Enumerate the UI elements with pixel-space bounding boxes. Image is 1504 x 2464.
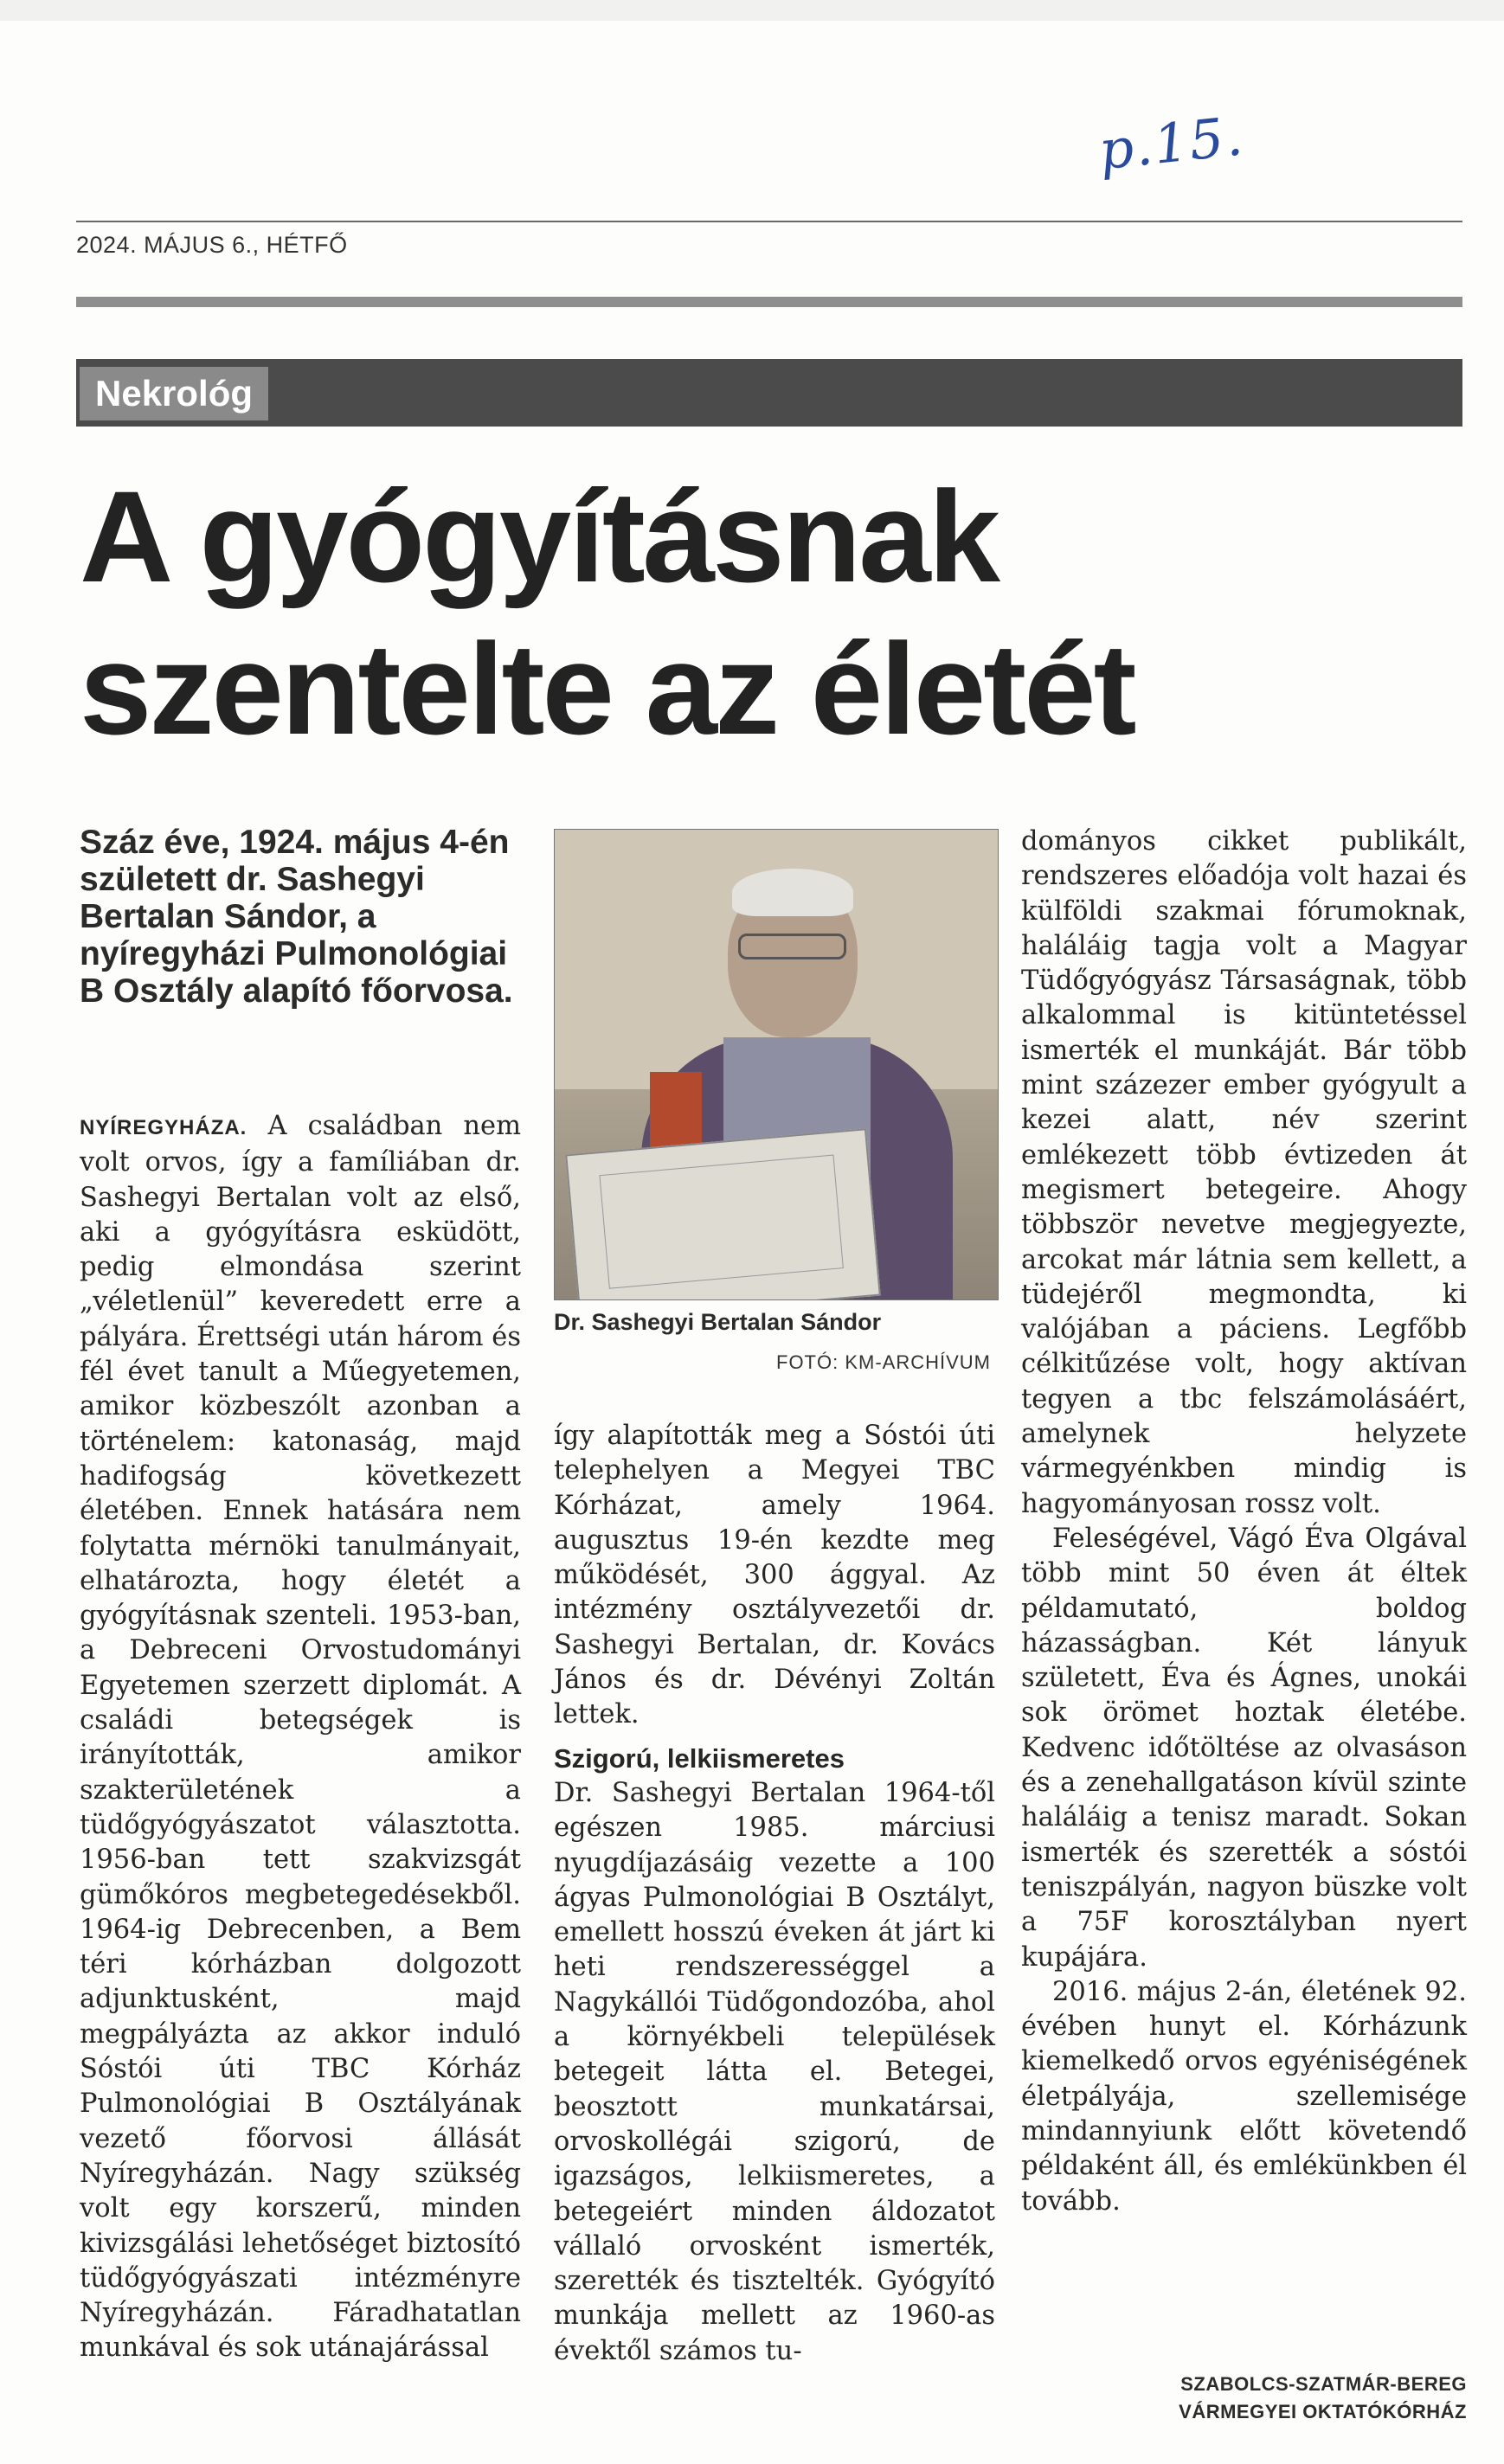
paragraph: 2016. május 2-án, életének 92. évében hunyt el. Kórházunk kiemelkedő orvos egyéniségének életpályája, szellemisége mindannyiunk előtt követendő példaként áll, és emlékünkben él tovább.: [1021, 1976, 1467, 2217]
section-band: [76, 359, 1462, 427]
paragraph: Feleségével, Vágó Éva Olgával több mint 50 éven át éltek példamutató, boldog házasságban. Két lányuk született, Éva és Ágnes, unokái sok örömet hoztak életébe. Kedvenc időtöltése az olvasáson és a zenehallgatáson kívül szinte haláláig a tenisz maradt. Sokan ismerték és szerették a sóstói teniszpályán, nagyon büszke volt a 75F korosztályban nyert kupájára.: [1021, 1523, 1467, 1973]
paragraph: [80, 1109, 521, 2366]
signature-line-1: SZABOLCS-SZATMÁR-BEREG: [1180, 2373, 1467, 2395]
signature-line-2: VÁRMEGYEI OKTATÓKÓRHÁZ: [1179, 2401, 1467, 2422]
divider: [76, 221, 1462, 222]
article-column-2: [554, 1419, 995, 2369]
photo-credit: FOTÓ: KM-ARCHÍVUM: [776, 1351, 991, 1373]
article-column-1: [80, 1109, 521, 2366]
glasses: [738, 934, 846, 959]
divider: [76, 297, 1462, 307]
lead-paragraph: Száz éve, 1924. május 4-én született dr. Sashegyi Bertalan Sándor, a nyíregyházi Pulmonológiai B Osztály alapító főorvosa.: [80, 824, 513, 1010]
paragraph-text: A családban nem volt orvos, így a famíliában dr. Sashegyi Bertalan volt az első, aki a gyógyításra esküdött, pedig elmondása szerint „véletlenül” keveredett erre a pályára. Érettségi után három és fél évet tanult a Műegyetemen, amikor közbeszólt azonban a történelem: katonaság, majd hadifogság következett életében. Ennek hatására nem folytatta mérnöki tanulmányait, elhatározta, hogy életét a gyógyításnak szenteli. 1953-ban, a Debreceni Orvostudományi Egyetemen szerzett diplomát. A családi betegségek is irányították, amikor szakterületének a tüdőgyógyászatot választotta. 1956-ban tett szakvizsgát gümőkóros megbetegedésekből. 1964-ig Debrecenben, a Bem téri kórházban dolgozott adjunktusként, majd megpályázta az akkor induló Sóstói úti TBC Kórház Pulmonológiai B Osztályának vezető főorvosi állását Nyíregyházán. Nagy szükség volt egy korszerű, minden kivizsgálási lehetőséget biztosító tüdőgyógyászati intézményre Nyíregyházán. Fáradhatatlan munkával és sok utánajárással: [80, 1111, 521, 2364]
diploma-document: [565, 1128, 881, 1300]
portrait-photo: [554, 829, 999, 1300]
scan-edge: [0, 0, 1504, 21]
photo-caption: Dr. Sashegyi Bertalan Sándor: [554, 1309, 882, 1335]
article-column-3: [1021, 825, 1467, 2219]
dateline: 2024. MÁJUS 6., HÉTFŐ: [76, 232, 348, 258]
headline: A gyógyításnak szentelte az életét: [80, 464, 1134, 761]
paragraph: Dr. Sashegyi Bertalan 1964-től egészen 1985. márciusi nyugdíjazásáig vezette a 100 ágyas Pulmonológiai B Osztályt, emellett hosszú éveken át járt ki heti rendszerességgel a Nagykállói Tüdőgondozóba, ahol a környékbeli települések betegeit látta el. Betegei, beosztott munkatársai, orvoskollégái szigorú, de igazságos, lelkiismeretes, a betegeiért minden áldozatot vállaló orvosként ismerték, szerették és tisztelték. Gyógyító munkája mellett az 1960-as évektől számos tu-: [554, 1777, 995, 2366]
handwritten-page-note: p.15.: [1096, 104, 1248, 183]
place-tag: NYÍREGYHÁZA.: [80, 1116, 247, 1139]
section-label: Nekrológ: [80, 367, 268, 420]
paragraph: dományos cikket publikált, rendszeres előadója volt hazai és külföldi szakmai fórumoknak, haláláig tagja volt a Magyar Tüdőgyógyász Társaságnak, több alkalommal is kitüntetéssel ismerték el munkáját. Bár több mint százezer ember gyógyult a kezei alatt, név szerint emlékezett több évtizeden át megismert betegeire. Ahogy többször nevetve megjegyezte, arcokat már látnia sem kellett, a tüdejéről megmondta, ki valójában a páciens. Legfőbb célkitűzése volt, hogy aktívan tegyen a tbc felszámolásáért, amelynek helyzete vármegyénkben mindig is hagyományosan rossz volt.: [1021, 826, 1467, 1519]
subheading: Szigorú, lelkiismeretes: [554, 1742, 845, 1774]
signature: [1021, 2371, 1467, 2426]
paragraph: így alapították meg a Sóstói úti telephelyen a Megyei TBC Kórházat, amely 1964. augusztus 19-én kezdte meg működését, 300 ággyal. Az intézmény osztályvezetői dr. Sashegyi Bertalan, dr. Kovács János és dr. Dévényi Zoltán lettek.: [554, 1421, 995, 1730]
